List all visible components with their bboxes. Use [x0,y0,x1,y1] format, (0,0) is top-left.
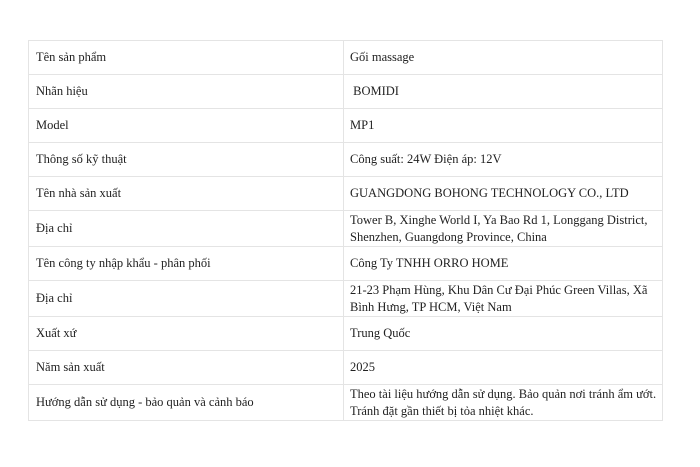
row-value: Tower B, Xinghe World I, Ya Bao Rd 1, Longgang District, Shenzhen, Guangdong Province, China [344,211,663,247]
table-row-manufacturer-address [29,211,663,247]
table-row-model [29,109,663,143]
row-label: Model [29,109,344,143]
row-label: Tên công ty nhập khẩu - phân phối [29,247,344,281]
table-row-usage-instructions [29,385,663,421]
row-label: Tên sản phẩm [29,41,344,75]
row-value: Công suất: 24W Điện áp: 12V [344,143,663,177]
row-label: Xuất xứ [29,317,344,351]
row-value: 21-23 Phạm Hùng, Khu Dân Cư Đại Phúc Green Villas, Xã Bình Hưng, TP HCM, Việt Nam [344,281,663,317]
table-row-specifications [29,143,663,177]
row-value: GUANGDONG BOHONG TECHNOLOGY CO., LTD [344,177,663,211]
row-value: Trung Quốc [344,317,663,351]
row-label: Địa chỉ [29,211,344,247]
row-label: Địa chỉ [29,281,344,317]
row-label: Thông số kỹ thuật [29,143,344,177]
product-spec-table [28,40,663,421]
table-row-product-name [29,41,663,75]
row-value: Công Ty TNHH ORRO HOME [344,247,663,281]
table-row-importer-address [29,281,663,317]
row-value: 2025 [344,351,663,385]
row-value: BOMIDI [344,75,663,109]
table-row-brand [29,75,663,109]
row-label: Nhãn hiệu [29,75,344,109]
table-row-importer [29,247,663,281]
table-row-manufacturer [29,177,663,211]
row-label: Tên nhà sản xuất [29,177,344,211]
table-row-origin [29,317,663,351]
row-label: Hướng dẫn sử dụng - bảo quản và cảnh báo [29,385,344,421]
row-label: Năm sản xuất [29,351,344,385]
table-row-year [29,351,663,385]
row-value: Gối massage [344,41,663,75]
row-value: Theo tài liệu hướng dẫn sử dụng. Bảo quản nơi tránh ẩm ướt. Tránh đặt gần thiết bị tỏa nhiệt khác. [344,385,663,421]
row-value: MP1 [344,109,663,143]
